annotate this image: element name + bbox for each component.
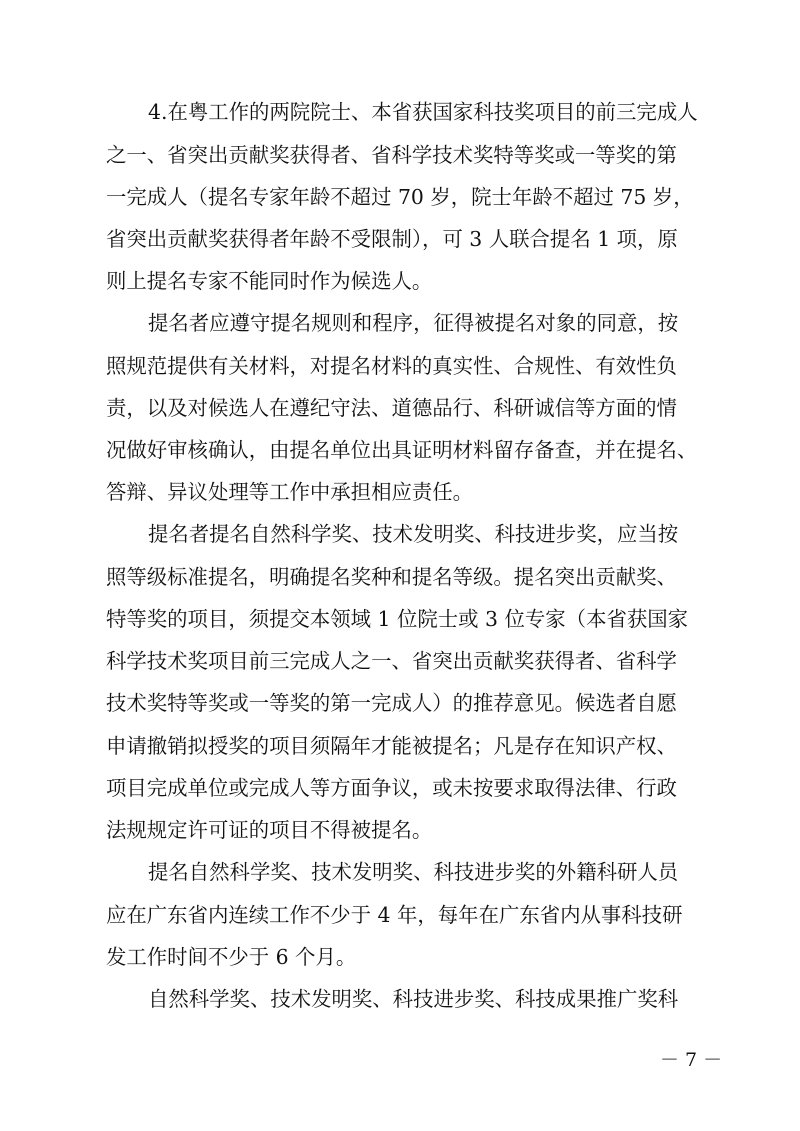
paragraph-1-line-3: 一完成人（提名专家年龄不超过 70 岁，院士年龄不超过 75 岁，	[106, 185, 694, 209]
paragraph-4-line-2: 应在广东省内连续工作不少于 4 年，每年在广东省内从事科技研	[106, 903, 683, 927]
paragraph-3-line-1: 提名者提名自然科学奖、技术发明奖、科技进步奖，应当按	[148, 522, 679, 546]
paragraph-2-line-4: 况做好审核确认，由提名单位出具证明材料留存备查，并在提名、	[106, 438, 698, 462]
paragraph-1-line-1: 4.在粤工作的两院院士、本省获国家科技奖项目的前三完成人	[148, 100, 698, 124]
paragraph-3-line-7: 项目完成单位或完成人等方面争议，或未按要求取得法律、行政	[106, 776, 677, 800]
page-number: － 7 －	[660, 1049, 723, 1071]
paragraph-4-line-1: 提名自然科学奖、技术发明奖、科技进步奖的外籍科研人员	[148, 860, 679, 884]
paragraph-2-line-1: 提名者应遵守提名规则和程序，征得被提名对象的同意，按	[148, 311, 679, 335]
paragraph-4-line-3: 发工作时间不少于 6 个月。	[106, 945, 357, 969]
paragraph-2-line-5: 答辩、异议处理等工作中承担相应责任。	[106, 480, 474, 504]
paragraph-3-line-6: 申请撤销拟授奖的项目须隔年才能被提名；凡是存在知识产权、	[106, 734, 677, 758]
paragraph-1-line-2: 之一、省突出贡献奖获得者、省科学技术奖特等奖或一等奖的第	[106, 143, 677, 167]
paragraph-3-line-8: 法规规定许可证的项目不得被提名。	[106, 818, 433, 842]
paragraph-2-line-3: 责，以及对候选人在遵纪守法、道德品行、科研诚信等方面的情	[106, 396, 677, 420]
paragraph-2-line-2: 照规范提供有关材料，对提名材料的真实性、合规性、有效性负	[106, 354, 677, 378]
paragraph-5-line-1: 自然科学奖、技术发明奖、科技进步奖、科技成果推广奖科	[148, 987, 679, 1011]
paragraph-1-line-5: 则上提名专家不能同时作为候选人。	[106, 269, 433, 293]
paragraph-3-line-2: 照等级标准提名，明确提名奖种和提名等级。提名突出贡献奖、	[106, 565, 677, 589]
paragraph-3-line-4: 科学技术奖项目前三完成人之一、省突出贡献奖获得者、省科学	[106, 649, 677, 673]
paragraph-3-line-5: 技术奖特等奖或一等奖的第一完成人）的推荐意见。候选者自愿	[106, 691, 677, 715]
paragraph-1-line-4: 省突出贡献奖获得者年龄不受限制），可 3 人联合提名 1 项，原	[106, 227, 678, 251]
paragraph-3-line-3: 特等奖的项目，须提交本领域 1 位院士或 3 位专家（本省获国家	[106, 607, 689, 631]
